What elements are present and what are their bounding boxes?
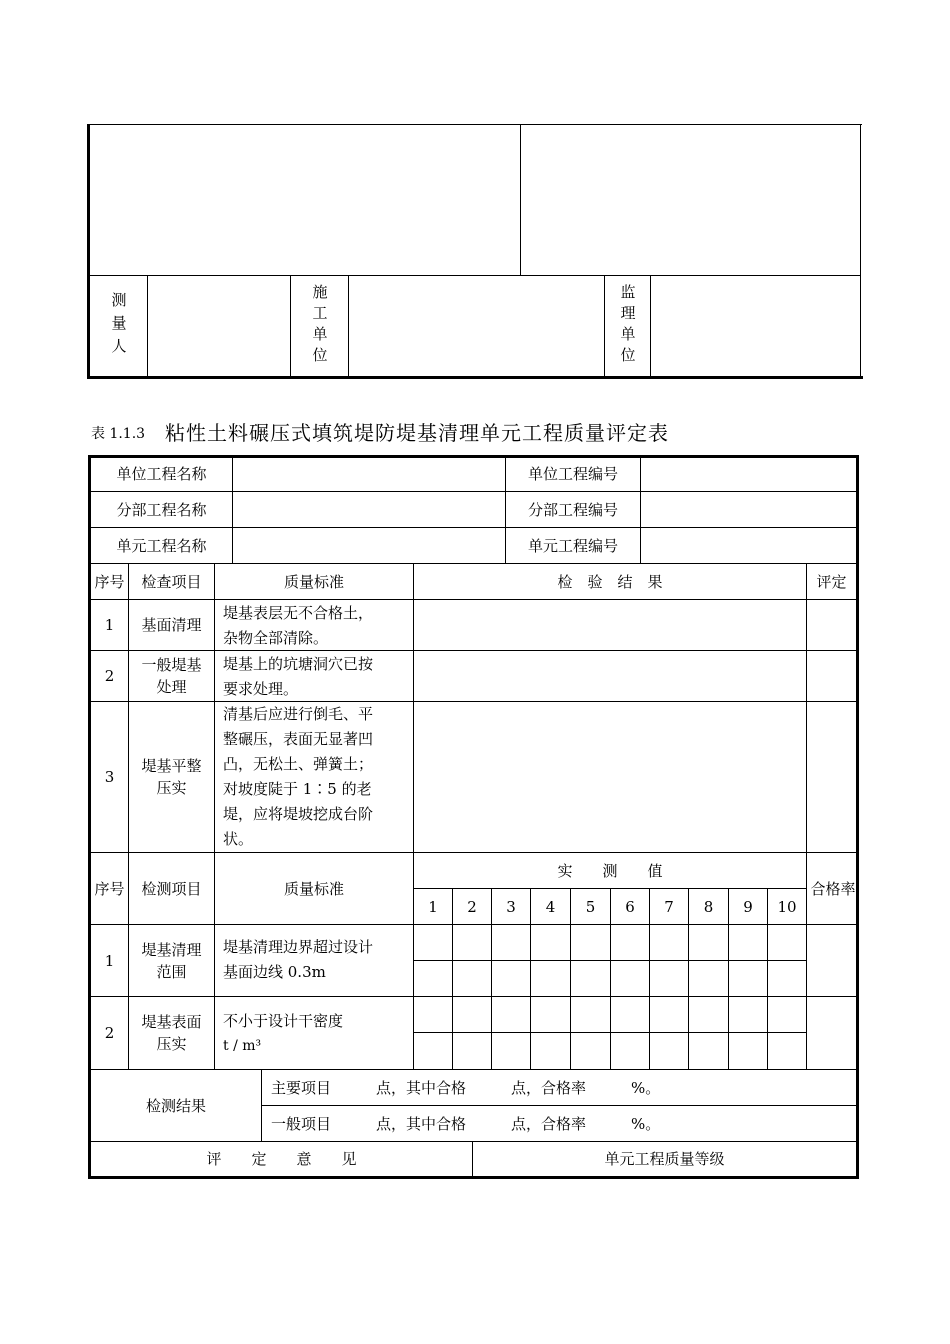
inspection-row-1-eval[interactable]: [807, 600, 856, 650]
inspection-row-2-seq: 2: [104, 667, 115, 685]
division-project-name-label: 分部工程名称: [116, 500, 207, 519]
result-general-items: 一般项目 点，其中合格 点，合格率 %。: [271, 1114, 661, 1133]
inspection-row-3-eval[interactable]: [807, 702, 856, 852]
supervisor-label: 监理单位: [618, 284, 637, 368]
contractor-label: 施工单位: [310, 284, 329, 368]
measure-col-3: 3: [506, 897, 516, 916]
measure-col-10: 10: [777, 897, 797, 916]
measurement-standard-header: 质量标准: [283, 879, 344, 898]
inspection-row-3-seq: 3: [104, 768, 115, 786]
surveyor-label: 测量人: [109, 291, 128, 361]
result-main-items: 主要项目 点，其中合格 点，合格率 %。: [271, 1078, 661, 1097]
inspection-row-1-result[interactable]: [414, 600, 806, 650]
inspection-row-1-seq: 1: [104, 616, 115, 634]
measurement-row-2-seq: 2: [104, 1024, 115, 1042]
measurement-values-header: 实 测 值: [557, 861, 663, 880]
measurement-row-2-standard: 不小于设计干密度 t / m³: [223, 1012, 344, 1054]
unit-project-name-value[interactable]: [233, 457, 505, 491]
element-project-code-value[interactable]: [641, 528, 856, 563]
inspection-eval-header: 评定: [816, 572, 847, 591]
measurement-row-2-item: 堤基表面 压实: [141, 1013, 202, 1053]
measurement-row-1-rate[interactable]: [807, 925, 856, 996]
inspection-result-header: 检 验 结 果: [557, 572, 663, 591]
inspection-row-2-item: 一般堤基 处理: [141, 656, 202, 696]
measurement-seq-header: 序号: [94, 879, 125, 898]
unit-project-name-label: 单位工程名称: [116, 465, 207, 483]
inspection-row-2-eval[interactable]: [807, 651, 856, 701]
inspection-row-3-item: 堤基平整 压实: [141, 757, 202, 797]
measurement-row-1-item: 堤基清理 范围: [141, 940, 202, 981]
element-project-name-label: 单元工程名称: [116, 536, 207, 555]
measurement-row-1-seq: 1: [104, 951, 115, 970]
measure-col-1: 1: [428, 897, 438, 916]
division-project-code-value[interactable]: [641, 492, 856, 527]
inspection-standard-header: 质量标准: [283, 572, 344, 591]
table-number: 表 1.1.3: [91, 426, 146, 442]
evaluation-opinion-label: 评 定 意 见: [206, 1150, 357, 1168]
unit-project-code-value[interactable]: [641, 457, 856, 491]
inspection-row-2-standard: 堤基上的坑塘洞穴已按 要求处理。: [223, 655, 374, 698]
measure-col-7: 7: [664, 897, 674, 916]
measure-col-4: 4: [545, 897, 556, 916]
inspection-row-2-result[interactable]: [414, 651, 806, 701]
inspection-row-1-item: 基面清理: [141, 616, 202, 634]
element-project-code-label: 单元工程编号: [527, 536, 618, 555]
unit-project-code-label: 单位工程编号: [527, 465, 618, 483]
measure-col-8: 8: [703, 897, 714, 916]
measurement-row-2-rate[interactable]: [807, 997, 856, 1069]
element-project-name-value[interactable]: [233, 528, 505, 563]
inspection-row-1-standard: 堤基表层无不合格土， 杂物全部清除。: [223, 604, 374, 647]
measure-col-9: 9: [743, 897, 753, 916]
measure-col-5: 5: [585, 897, 596, 916]
inspection-item-header: 检查项目: [141, 572, 202, 591]
measurement-item-header: 检测项目: [141, 879, 202, 898]
inspection-seq-header: 序号: [94, 572, 125, 591]
result-label: 检测结果: [145, 1096, 206, 1115]
measurement-row-1-standard: 堤基清理边界超过设计 基面边线 0.3m: [223, 938, 374, 981]
inspection-row-3-result[interactable]: [414, 702, 806, 852]
division-project-code-label: 分部工程编号: [527, 500, 618, 519]
division-project-name-value[interactable]: [233, 492, 505, 527]
measure-col-2: 2: [467, 897, 477, 916]
quality-grade-label: 单元工程质量等级: [604, 1150, 725, 1168]
inspection-row-3-standard: 清基后应进行倒毛、平 整碾压，表面无显著凹 凸，无松土、弹簧土； 对坡度陡于 1∶5 的老 堤，应将堤坡挖成台阶 状。: [223, 705, 374, 848]
form-title: 粘性土料碾压式填筑堤防堤基清理单元工程质量评定表: [165, 421, 669, 445]
measure-col-6: 6: [625, 897, 635, 916]
measurement-rate-header: 合格率: [810, 879, 856, 898]
